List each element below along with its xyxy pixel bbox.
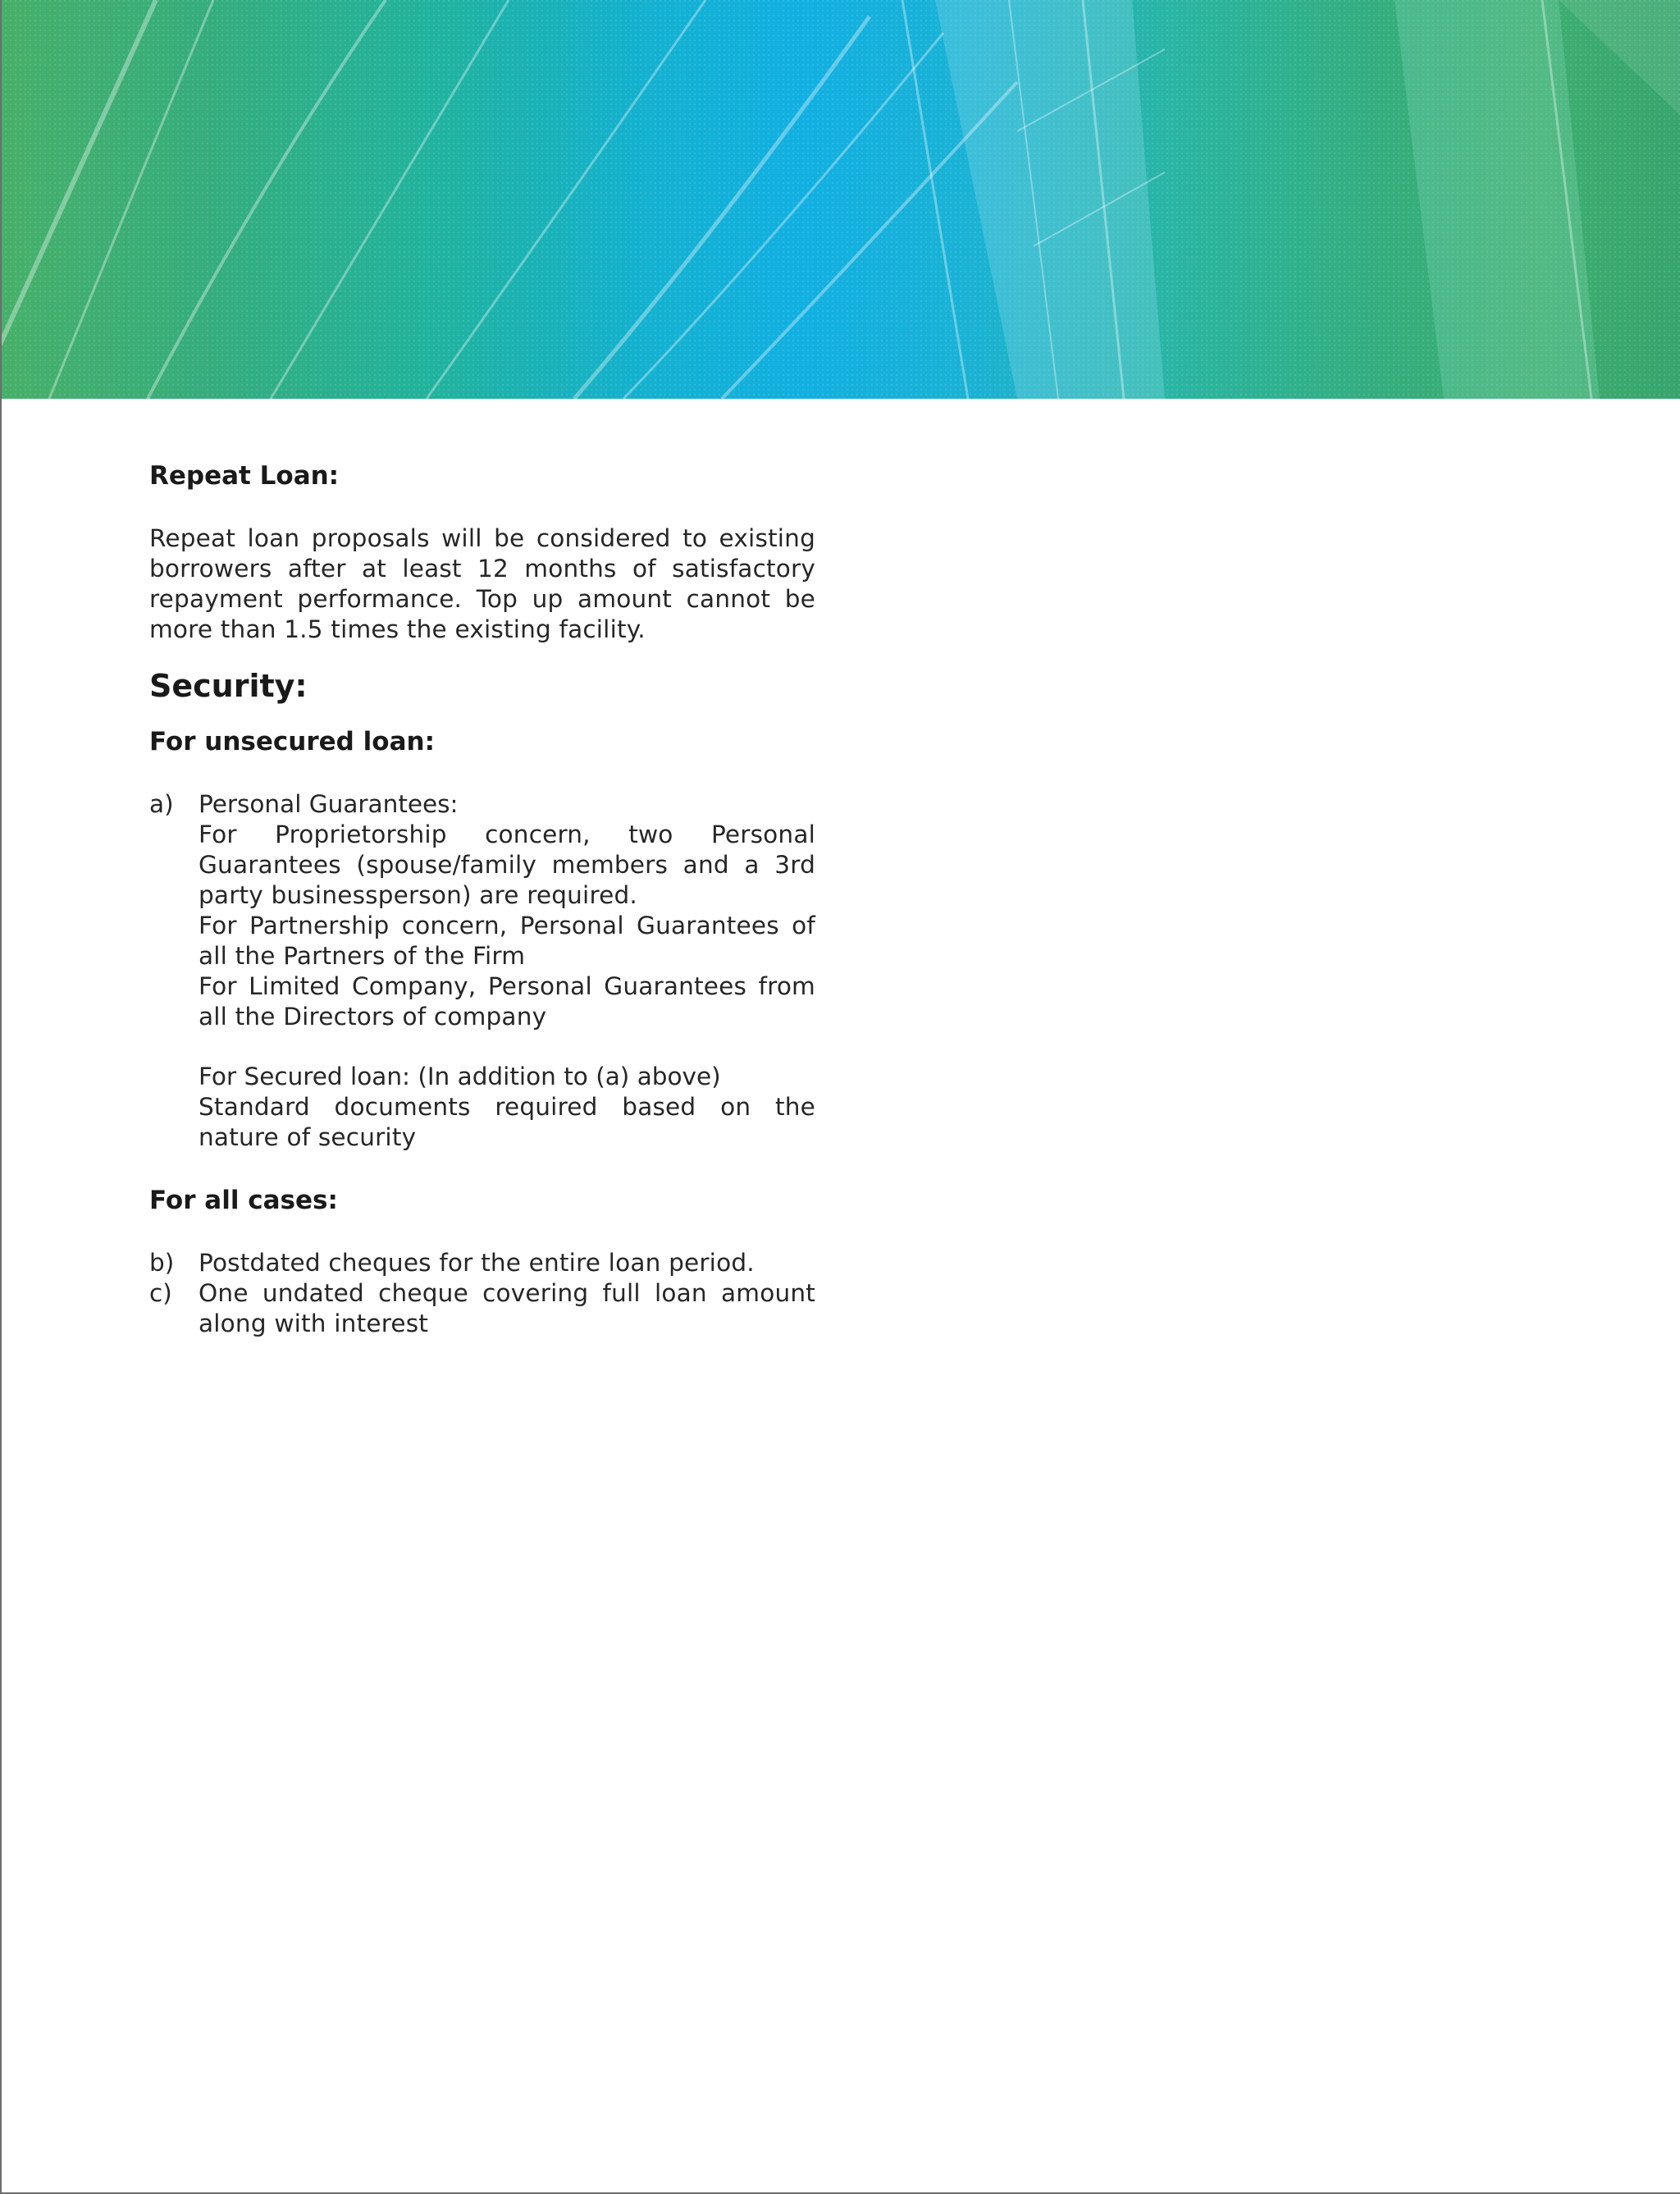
personal-guarantees-title: Personal Guarantees: [199, 790, 459, 818]
partnership-text: For Partnership concern, Personal Guarantees of all the Partners of the Firm [199, 912, 815, 970]
list-marker-a: a) [149, 790, 174, 818]
secured-loan-text: Standard documents required based on the nature of security [199, 1093, 815, 1151]
proprietorship-text: For Proprietorship concern, two Personal Guarantees (spouse/family members and a 3rd party businessperson) are required. [199, 820, 815, 909]
list-marker-b: b) [149, 1249, 175, 1277]
list-item-a [149, 789, 815, 1153]
list-item-b-text: Postdated cheques for the entire loan period. [199, 1249, 755, 1277]
list-item-c [149, 1278, 815, 1339]
header-banner [0, 0, 1680, 399]
unsecured-loan-heading: For unsecured loan: [149, 727, 435, 756]
list-marker-c: c) [149, 1279, 172, 1307]
list-item-b [149, 1248, 815, 1278]
all-cases-heading: For all cases: [149, 1186, 338, 1215]
security-heading: Security: [149, 668, 308, 704]
page-content [149, 459, 815, 1339]
banner-lines-graphic [0, 0, 1680, 399]
repeat-loan-text: Repeat loan proposals will be considered to existing borrowers after at least 12 months of satisfactory repayment performance. Top up amount cannot be more than 1.5 times the existing facility. [149, 524, 815, 643]
secured-loan-heading: For Secured loan: (In addition to (a) above) [199, 1063, 721, 1090]
repeat-loan-heading: Repeat Loan: [149, 461, 340, 491]
limited-company-text: For Limited Company, Personal Guarantees from all the Directors of company [199, 972, 815, 1031]
list-item-c-text: One undated cheque covering full loan amount along with interest [199, 1279, 815, 1337]
